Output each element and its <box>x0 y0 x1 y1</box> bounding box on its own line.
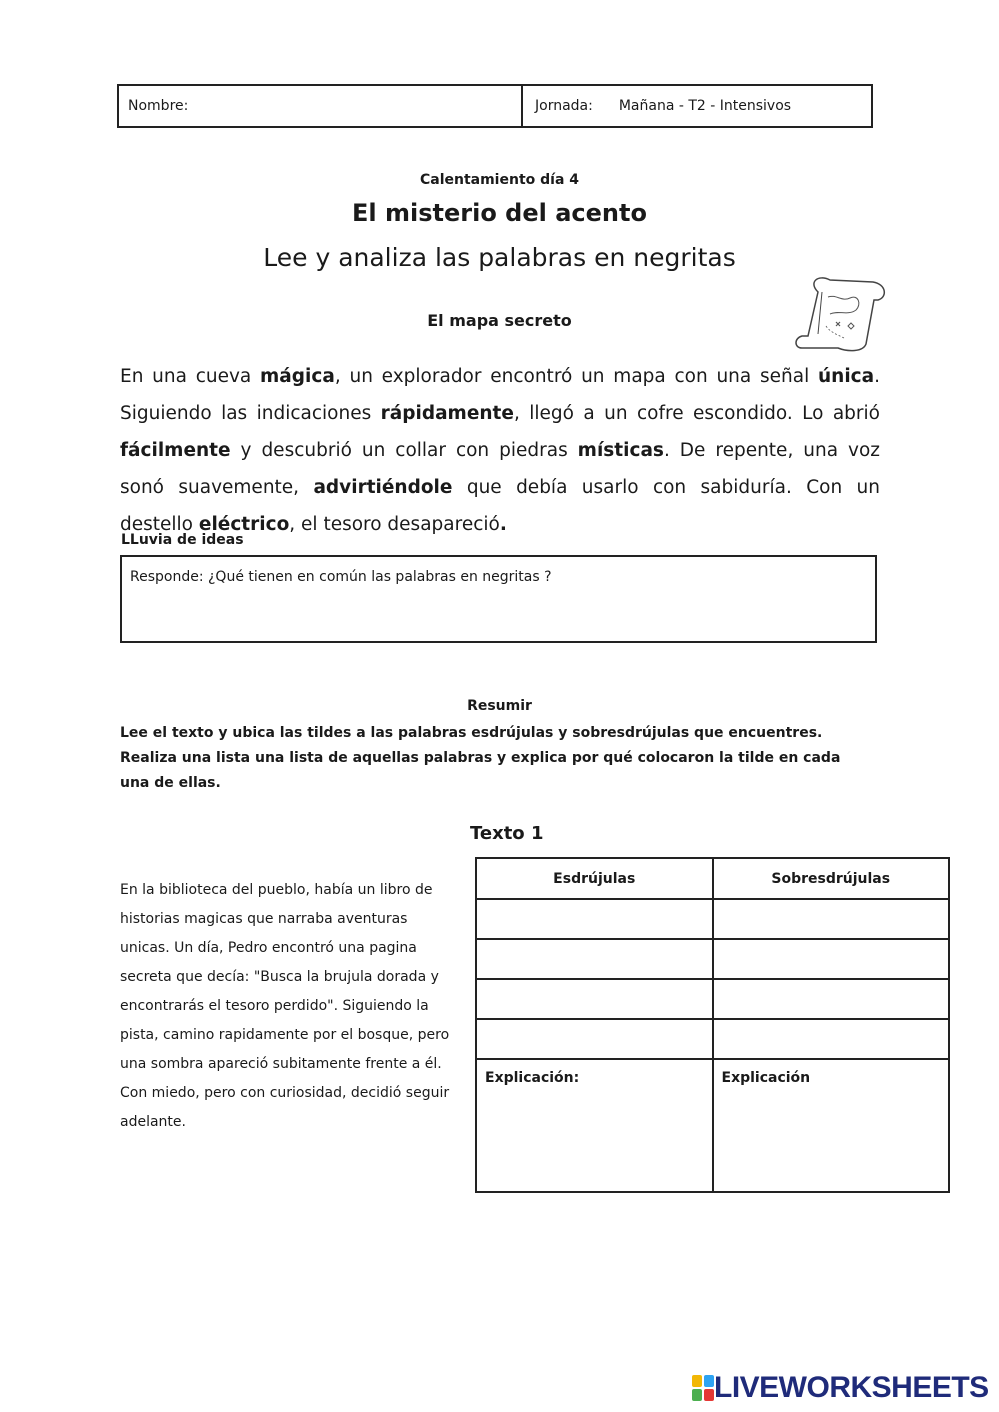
warmup-label: Calentamiento día 4 <box>419 172 580 188</box>
summary-title: Resumir <box>467 698 532 714</box>
bold-word: advirtiéndole <box>313 477 453 498</box>
text1-title: Texto 1 <box>470 823 544 844</box>
story-period: . <box>499 514 507 535</box>
bold-word: mágica <box>260 366 335 387</box>
sobresdrujulas-answer-cell[interactable] <box>713 939 950 979</box>
shift-value: Mañana - T2 - Intensivos <box>618 98 792 114</box>
bold-word: fácilmente <box>120 440 231 461</box>
story-segment: , un explorador encontró un mapa con una señal <box>334 366 818 387</box>
liveworksheets-logo <box>692 1370 989 1406</box>
esdrujulas-answer-cell[interactable] <box>476 1019 713 1059</box>
story-text <box>120 358 880 543</box>
sobresdrujulas-answer-cell[interactable] <box>713 1019 950 1059</box>
bold-word: única <box>817 366 875 387</box>
esdrujulas-answer-cell[interactable] <box>476 939 713 979</box>
esdrujulas-header: Esdrújulas <box>476 858 713 899</box>
story-segment: En una cueva <box>120 366 261 387</box>
sobresdrujulas-answer-cell[interactable] <box>713 899 950 939</box>
esdrujulas-answer-cell[interactable] <box>476 979 713 1019</box>
story-segment: . Siguiendo las indicaciones <box>120 366 881 424</box>
logo-text: LIVEWORKSHEETS <box>714 1371 989 1404</box>
story-segment: y descubrió un collar con piedras <box>230 440 578 461</box>
bold-word: rápidamente <box>380 403 514 424</box>
name-label: Nombre: <box>128 98 189 114</box>
sobresdrujulas-header: Sobresdrújulas <box>713 858 950 899</box>
shift-cell <box>523 86 871 126</box>
header-table <box>117 84 873 128</box>
classification-table <box>475 857 950 1193</box>
page-subtitle: Lee y analiza las palabras en negritas <box>263 243 736 272</box>
brainstorm-label: LLuvia de ideas <box>121 532 244 548</box>
answer-box[interactable] <box>120 555 877 643</box>
story-segment: , el tesoro desapareció <box>289 514 500 535</box>
sobresdrujulas-answer-cell[interactable] <box>713 979 950 1019</box>
summary-instructions: Lee el texto y ubica las tildes a las palabras esdrújulas y sobresdrújulas que encuentres. Realiza una lista una lista de aquellas palabras y explica por qué colocaron la tilde en cada una de ellas. <box>120 725 841 791</box>
explanation-label: Explicación <box>721 1070 811 1086</box>
name-cell[interactable] <box>119 86 523 126</box>
explanation-label: Explicación: <box>485 1070 580 1086</box>
answer-prompt: Responde: ¿Qué tienen en común las palabras en negritas ? <box>130 569 552 585</box>
story-title: El mapa secreto <box>427 311 572 330</box>
bold-word: eléctrico <box>198 514 290 535</box>
story-segment: que debía usarlo con sabiduría. Con un destello <box>120 477 881 535</box>
esdrujulas-answer-cell[interactable] <box>476 899 713 939</box>
shift-label: Jornada: <box>535 98 593 114</box>
liveworksheets-logo-icon <box>692 1375 714 1401</box>
story-segment: . De repente, una voz sonó suavemente, <box>120 440 881 498</box>
story-segment: , llegó a un cofre escondido. Lo abrió <box>513 403 880 424</box>
bold-word: místicas <box>577 440 664 461</box>
sobresdrujulas-explanation-cell[interactable] <box>713 1059 950 1192</box>
text1-passage: En la biblioteca del pueblo, había un libro de historias magicas que narraba aventuras unicas. Un día, Pedro encontró una pagina secreta que decía: "Busca la brujula dorada y encontrarás el tesoro perdido". Siguiendo la pista, camino rapidamente por el bosque, pero una sombra apareció subitamente frente a él. Con miedo, pero con curiosidad, decidió seguir adelante. <box>120 882 450 1130</box>
page-title: El misterio del acento <box>352 199 647 227</box>
esdrujulas-explanation-cell[interactable] <box>476 1059 713 1192</box>
treasure-map-icon <box>778 252 902 357</box>
